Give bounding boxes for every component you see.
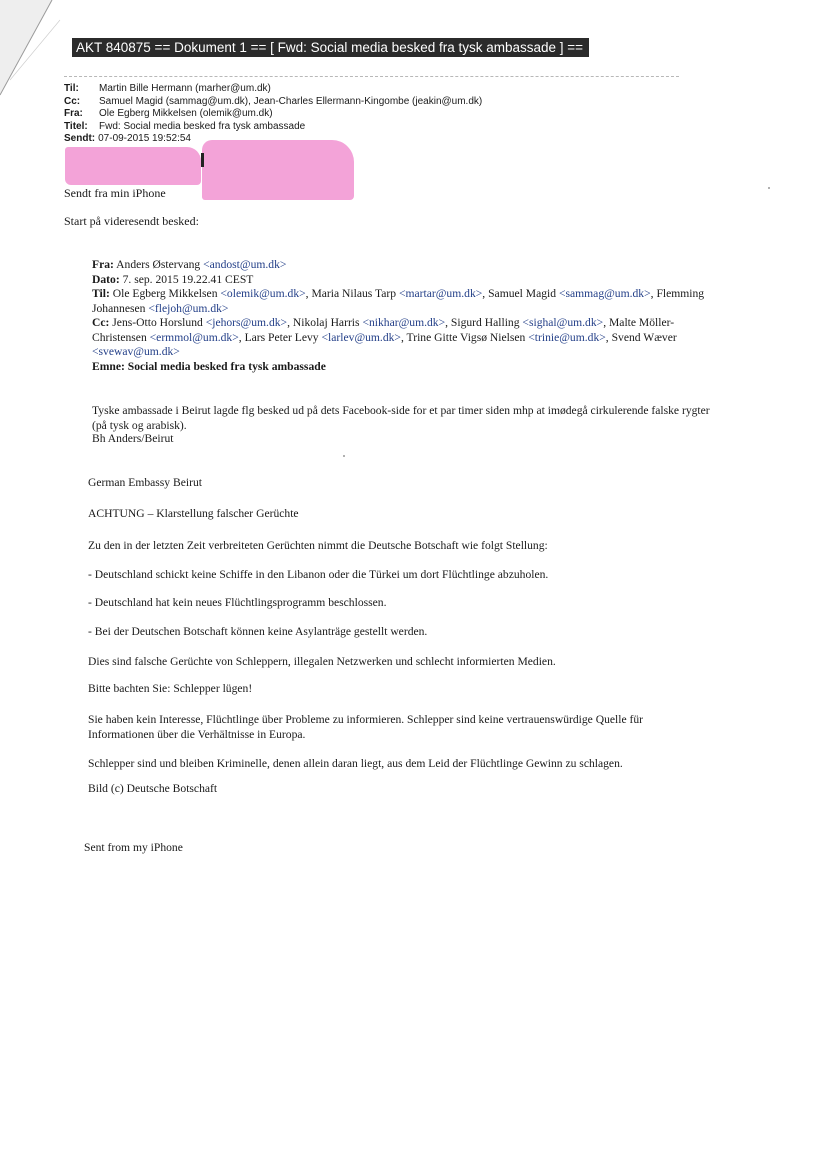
forward-cc-email-link[interactable]: <trinie@um.dk> [528, 330, 606, 344]
message-paragraph: ACHTUNG – Klarstellung falscher Gerüchte [88, 507, 299, 520]
forward-emne-value: Social media besked fra tysk ambassade [127, 359, 326, 373]
forward-til-line [92, 287, 717, 316]
intro-signoff: Bh Anders/Beirut [92, 432, 174, 445]
forward-til-name: Ole Egberg Mikkelsen [112, 287, 221, 300]
message-paragraph: - Deutschland schickt keine Schiffe in den Libanon oder die Türkei um dort Flüchtlinge abzuholen. [88, 568, 549, 581]
forward-til-email-link[interactable]: <martar@um.dk> [398, 287, 483, 300]
header-divider [64, 76, 679, 77]
header-til-label: Til: [64, 83, 79, 94]
forward-dato-value: 7. sep. 2015 19.22.41 CEST [122, 272, 254, 286]
header-fra-value: Ole Egberg Mikkelsen (olemik@um.dk) [99, 108, 273, 119]
intro-paragraph: Tyske ambassade i Beirut lagde flg besked ud på dets Facebook-side for et par timer siden mhp at imødegå cirkulerende falske rygter (på tysk og arabisk). [92, 404, 710, 432]
forward-intro-line: Start på videresendt besked: [64, 214, 199, 228]
header-sendt-label: Sendt: [64, 133, 96, 144]
email-header [64, 83, 482, 146]
header-fra-row [64, 108, 482, 121]
header-cc-row [64, 96, 482, 109]
forwarded-header [92, 258, 717, 374]
redaction-block [202, 140, 354, 200]
forward-cc-email-link[interactable]: <sighal@um.dk> [522, 316, 604, 329]
forward-cc-name: , Trine Gitte Vigsø Nielsen [400, 330, 529, 344]
forward-cc-name: , Sigurd Halling [445, 316, 523, 329]
header-til-row [64, 83, 482, 96]
forward-cc-name: Jens-Otto Horslund [112, 316, 206, 329]
forward-cc-line [92, 316, 717, 360]
message-paragraph: Bild (c) Deutsche Botschaft [88, 782, 218, 795]
forward-til-email-link[interactable]: <olemik@um.dk> [220, 287, 306, 300]
forward-cc-name: , Svend Wæver [605, 330, 677, 344]
forward-cc-name: , Nikolaj Harris [287, 316, 363, 329]
forward-til-email-link[interactable]: <flejoh@um.dk> [148, 301, 229, 315]
forward-emne-line [92, 360, 717, 375]
forward-cc-email-link[interactable]: <jehors@um.dk> [205, 316, 288, 329]
forward-til-label: Til: [92, 287, 110, 300]
message-paragraph: Dies sind falsche Gerüchte von Schleppern, illegalen Netzwerken und schlecht informierten Medien. [88, 655, 556, 668]
header-titel-label: Titel: [64, 120, 88, 132]
forward-cc-name: , Malte Möller-Christensen [92, 316, 675, 344]
message-paragraph: German Embassy Beirut [88, 476, 202, 489]
forward-til-name: , Maria Nilaus Tarp [305, 287, 399, 300]
header-titel-value: Fwd: Social media besked fra tysk ambassade [99, 120, 306, 132]
forward-cc-label: Cc: [92, 316, 110, 329]
forward-fra-line [92, 258, 717, 273]
forward-fra-label: Fra: [92, 258, 114, 271]
forward-dato-line [92, 273, 717, 288]
redaction-mark [201, 153, 204, 167]
message-paragraph: Sie haben kein Interesse, Flüchtlinge über Probleme zu informieren. Schlepper sind keine vertrauenswürdige Quelle für Informationen über die Verhältnisse in Europa. [88, 713, 644, 741]
forward-til-email-link[interactable]: <sammag@um.dk> [558, 287, 651, 300]
iphone-signature: Sendt fra min iPhone [64, 186, 166, 200]
scan-speck [343, 455, 345, 457]
message-paragraph: Bitte bachten Sie: Schlepper lügen! [88, 682, 253, 695]
forward-fra-email-link[interactable]: <andost@um.dk> [203, 258, 287, 271]
forward-cc-email-link[interactable]: <ermmol@um.dk> [149, 330, 239, 344]
document-banner: AKT 840875 == Dokument 1 == [ Fwd: Social media besked fra tysk ambassade ] == [72, 38, 589, 57]
forward-emne-label: Emne: [92, 359, 125, 373]
header-cc-label: Cc: [64, 95, 81, 107]
header-titel-row [64, 121, 482, 134]
redaction-block [65, 147, 201, 185]
message-paragraph: - Bei der Deutschen Botschaft können keine Asylanträge gestellt werden. [88, 625, 428, 638]
header-fra-label: Fra: [64, 108, 83, 119]
forward-cc-email-link[interactable]: <nikhar@um.dk> [362, 316, 446, 329]
closing-signature: Sent from my iPhone [84, 841, 183, 854]
forward-dato-label: Dato: [92, 272, 120, 286]
message-paragraph: Schlepper sind und bleiben Kriminelle, denen allein daran liegt, aus dem Leid der Flüchtlinge Gewinn zu schlagen. [88, 757, 623, 770]
scan-speck [768, 187, 770, 189]
forward-cc-email-link[interactable]: <larlev@um.dk> [321, 330, 401, 344]
header-cc-value: Samuel Magid (sammag@um.dk), Jean-Charles Ellermann-Kingombe (jeakin@um.dk) [99, 95, 483, 107]
forward-til-name: , Flemming Johannesen [92, 287, 705, 315]
forward-fra-name: Anders Østervang [116, 258, 204, 271]
message-paragraph: Zu den in der letzten Zeit verbreiteten Gerüchten nimmt die Deutsche Botschaft wie folgt Stellung: [88, 539, 548, 552]
message-paragraph: - Deutschland hat kein neues Flüchtlingsprogramm beschlossen. [88, 596, 387, 609]
forward-cc-email-link[interactable]: <svewav@um.dk> [92, 345, 180, 358]
header-til-value: Martin Bille Hermann (marher@um.dk) [99, 83, 271, 94]
forward-til-name: , Samuel Magid [482, 287, 559, 300]
forward-cc-name: , Lars Peter Levy [238, 330, 322, 344]
header-sendt-value: 07-09-2015 19:52:54 [98, 133, 191, 144]
